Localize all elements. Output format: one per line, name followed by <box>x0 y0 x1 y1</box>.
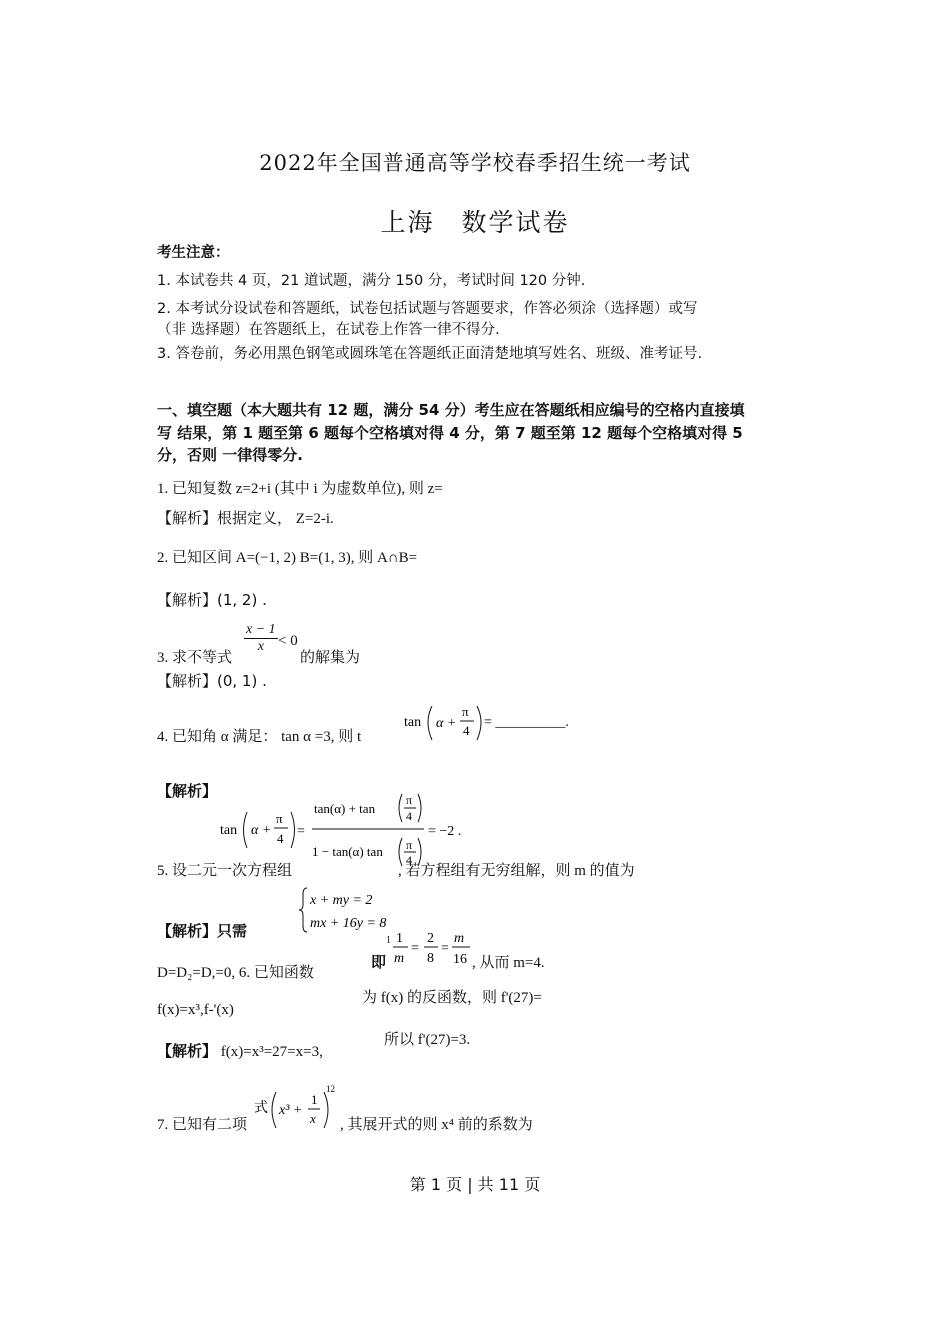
binomial-one: 1 <box>311 1092 318 1107</box>
frac-2-num: 2 <box>427 931 434 946</box>
sol-num-pi: π <box>406 793 413 807</box>
system-eq-2: mx + 16y = 8 <box>310 916 387 931</box>
answer-blank: = __________. <box>484 715 569 730</box>
frac-3-num: m <box>454 931 465 946</box>
frac-2-den: 8 <box>427 951 434 966</box>
question-5-answer-label: 【解析】只需 <box>157 922 248 940</box>
exam-title: 2022年全国普通高等学校春季招生统一考试 <box>259 151 691 175</box>
sol-den-four: 4 <box>406 853 412 867</box>
question-7-text: 7. 已知有二项 <box>157 1117 248 1133</box>
page-footer: 第 1 页 | 共 11 页 <box>409 1175 541 1194</box>
section-1-line-2: 写 结果，第 1 题至第 6 题每个空格填对得 4 分，第 7 题至第 12 题每个空格填对得 5 <box>157 424 743 442</box>
frac-1-den: m <box>394 951 405 966</box>
question-6-answer: 【解析】 f(x)=x³=27=x=3, <box>157 1042 323 1060</box>
question-4-text: 4. 已知角 α 满足： tan α =3, 则 t <box>157 729 362 745</box>
question-3-text: 3. 求不等式 <box>157 650 233 666</box>
x-cubed-plus: x³ + <box>279 1103 303 1118</box>
sol-tan: tan <box>220 823 238 838</box>
system-eq-1: x + my = 2 <box>310 893 373 908</box>
sol-num-four: 4 <box>406 809 412 823</box>
stray-one: 1 <box>386 935 391 946</box>
question-6-line-a: D=D₂=D,=0, 6. 已知函数 <box>157 965 314 981</box>
question-3-inequality: < 0 <box>278 633 298 649</box>
question-2: 2. 已知区间 A=(−1, 2) B=(1, 3), 则 A∩B= <box>157 550 418 566</box>
binomial-exponent: 12 <box>326 1084 335 1094</box>
four-denominator: 4 <box>463 723 470 738</box>
question-5-text-post: , 若方程组有无穷组解，则 m 的值为 <box>398 863 635 879</box>
pi-numerator: π <box>462 704 469 719</box>
ji-label: 即 <box>371 953 387 971</box>
question-6-line-b: 为 f(x) 的反函数，则 f'(27)= <box>362 990 542 1006</box>
question-5-text: 5. 设二元一次方程组 <box>157 863 293 879</box>
notice-item-2a: 2. 本考试分设试卷和答题纸，试卷包括试题与答题要求，作答必须涂（选择题）或写 <box>157 301 698 317</box>
frac-3-den: 16 <box>453 952 467 967</box>
frac-1-num: 1 <box>396 931 403 946</box>
shi-char: 式 <box>254 1101 268 1116</box>
sol-denominator: 1 − tan(α) tan <box>312 844 383 859</box>
fraction-denominator: x <box>257 639 264 654</box>
notice-item-1: 1. 本试卷共 4 页，21 道试题，满分 150 分，考试时间 120 分钟. <box>157 273 586 289</box>
svg-text:=: = <box>441 941 449 956</box>
tan-label: tan <box>404 715 422 730</box>
notice-heading: 考生注意： <box>157 245 230 261</box>
svg-text:=: = <box>297 824 305 839</box>
binomial-x: x <box>310 1111 316 1126</box>
question-4-expression <box>402 700 582 750</box>
question-7-binomial <box>252 1082 342 1136</box>
question-6-answer-tail: 所以 f'(27)=3. <box>384 1032 471 1048</box>
notice-item-3: 3. 答卷前，务必用黑色钢笔或圆珠笔在答题纸正面清楚地填写姓名、班级、准考证号. <box>157 346 703 362</box>
question-3-answer: 【解析】(0, 1) . <box>157 672 267 690</box>
notice-item-2b: （非 选择题）在答题纸上，在试卷上作答一律不得分. <box>157 322 500 338</box>
sol-pi: π <box>276 811 283 826</box>
question-6-line-c: f(x)=x³,f-'(x) <box>157 1002 234 1018</box>
section-1-line-3: 分，否则 一律得零分. <box>157 446 303 464</box>
exam-subtitle: 上海 数学试卷 <box>380 208 570 237</box>
sol-den-pi: π <box>406 838 413 852</box>
svg-text:=: = <box>411 941 419 956</box>
question-6-answer-text: f(x)=x³=27=x=3, <box>217 1044 323 1060</box>
question-3-fraction <box>244 622 278 655</box>
question-1-answer: 【解析】根据定义， Z=2-i. <box>157 511 334 527</box>
section-1-line-1: 一、填空题（本大题共有 12 题，满分 54 分）考生应在答题纸相应编号的空格内直接填 <box>157 401 745 419</box>
question-4-answer-label: 【解析】 <box>157 782 218 800</box>
question-1: 1. 已知复数 z=2+i (其中 i 为虚数单位), 则 z= <box>157 481 443 497</box>
sol-numerator: tan(α) + tan <box>314 801 376 816</box>
question-5-fractions <box>392 926 472 976</box>
question-3-text-post: 的解集为 <box>300 650 361 666</box>
fraction-numerator: x − 1 <box>246 622 276 637</box>
question-2-answer: 【解析】(1, 2) . <box>157 591 267 609</box>
sol-result: = −2 . <box>428 824 462 839</box>
question-5-conclusion: , 从而 m=4. <box>472 955 545 971</box>
sol-four: 4 <box>277 831 284 846</box>
sol-alpha-plus: α + <box>251 823 272 838</box>
alpha-plus: α + <box>436 716 457 731</box>
question-7-text-post: , 其展开式的则 x⁴ 前的系数为 <box>340 1117 533 1133</box>
